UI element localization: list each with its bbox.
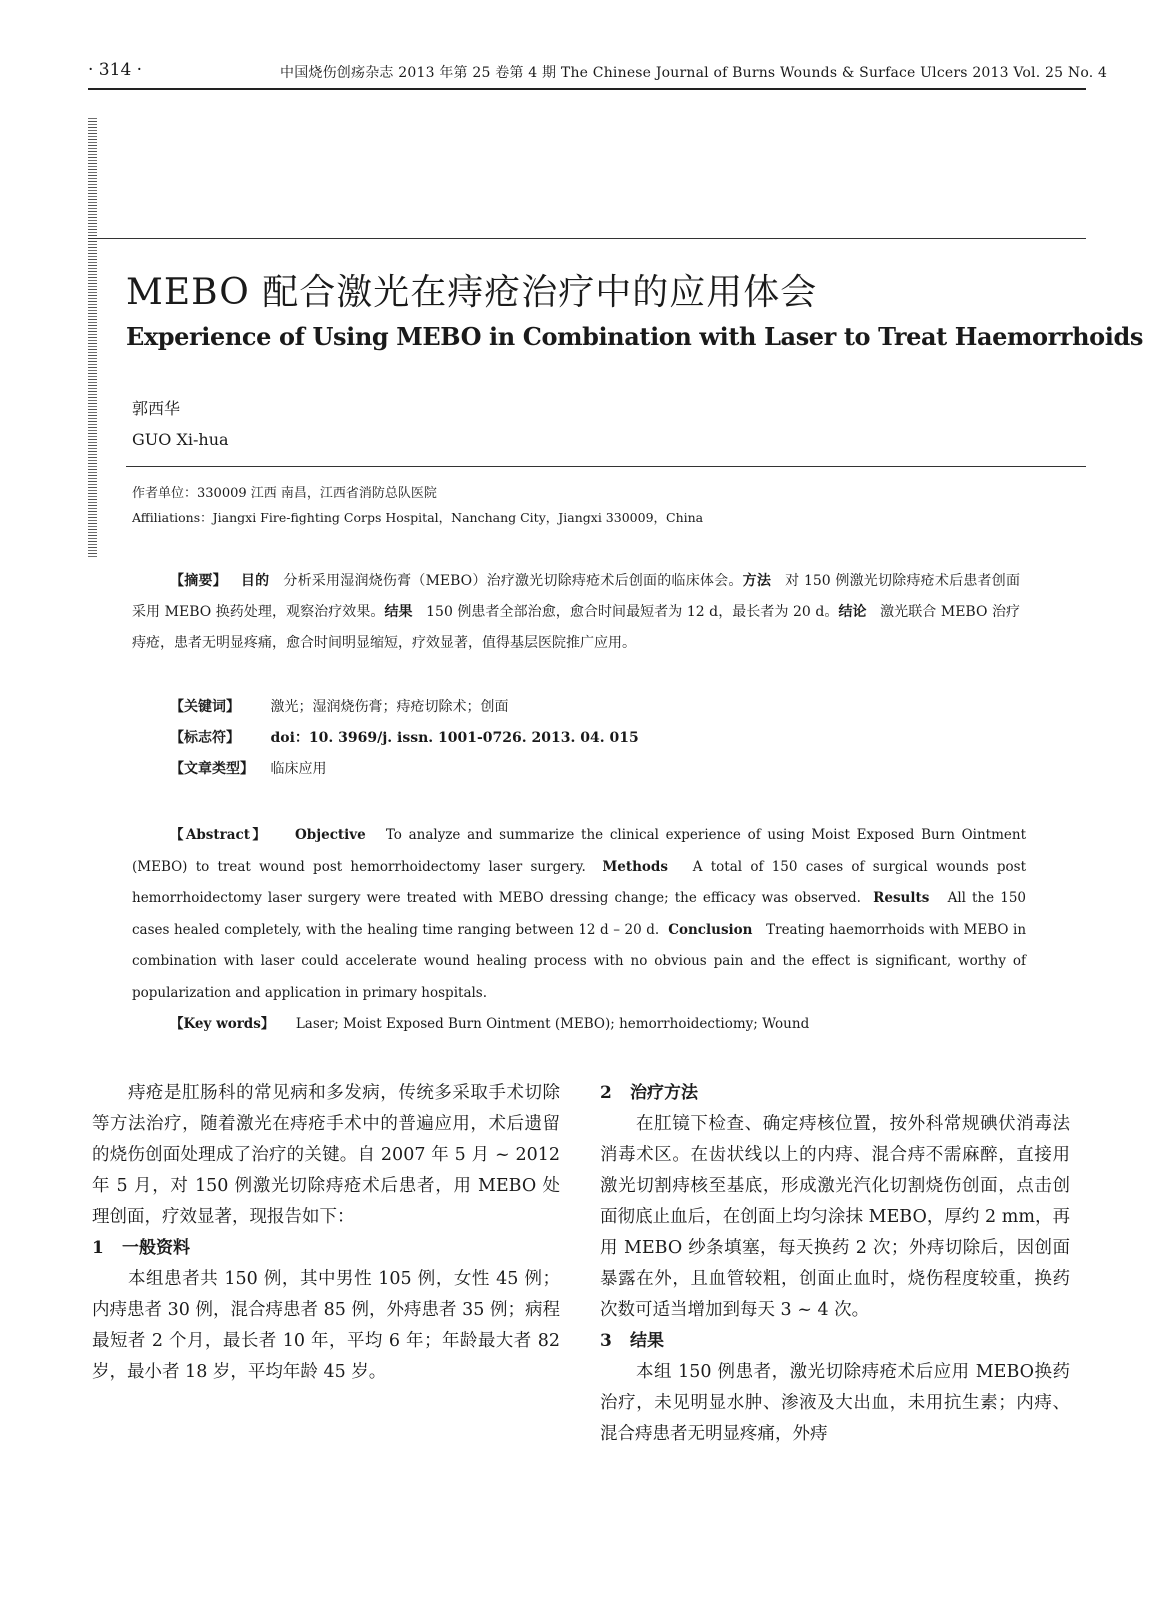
abstract-cn-methods: 对 150 例激光切除痔疮术后患者创面采用 MEBO 换药处理，观察治疗效果。 xyxy=(132,573,1020,620)
abstract-chinese xyxy=(132,566,1020,659)
section-1-title: 一般资料 xyxy=(122,1238,190,1258)
keywords-en-label: 【Key words】 xyxy=(170,1016,275,1032)
section-1-heading xyxy=(92,1233,560,1264)
section-1-number: 1 xyxy=(92,1238,104,1258)
section-2-number: 2 xyxy=(600,1083,612,1103)
doi-label: 【标志符】 xyxy=(170,730,240,746)
article-type-label: 【文章类型】 xyxy=(170,761,254,777)
body-column-left xyxy=(92,1078,560,1388)
affiliation-english: Affiliations：Jiangxi Fire-fighting Corps Hospital，Nanchang City，Jiangxi 330009，China xyxy=(132,510,704,525)
abstract-en-objective-label: Objective xyxy=(295,827,366,843)
header-rule xyxy=(88,88,1086,90)
body-column-right xyxy=(600,1078,1070,1450)
author-english: GUO Xi-hua xyxy=(132,430,229,449)
abstract-en-label: 【Abstract】 xyxy=(170,827,269,843)
abstract-cn-label: 【摘要】 xyxy=(170,573,227,589)
keywords-en-value: Laser; Moist Exposed Burn Ointment (MEBO); hemorrhoidectiomy; Wound xyxy=(295,1016,810,1032)
section-2-title: 治疗方法 xyxy=(630,1083,698,1103)
section-3-title: 结果 xyxy=(630,1331,664,1351)
abstract-cn-conclusion: 激光联合 MEBO 治疗痔疮，患者无明显疼痛，愈合时间明显缩短，疗效显著，值得基层医院推广应用。 xyxy=(132,604,1021,651)
abstract-cn-methods-label: 方法 xyxy=(742,573,772,589)
abstract-en-results: All the 150 cases healed completely, with the healing time ranging between 12 d – 20 d. xyxy=(132,890,1027,938)
keywords-chinese xyxy=(170,696,508,716)
abstract-en-conclusion: Treating haemorrhoids with MEBO in combination with laser could accelerate wound healing process with no obvious pain and the effect is significant, worthy of popularization and application in primary hospitals. xyxy=(132,921,1027,1001)
section-3-heading xyxy=(600,1326,1070,1357)
section-1-text: 本组患者共 150 例，其中男性 105 例，女性 45 例；内痔患者 30 例，混合痔患者 85 例，外痔患者 35 例；病程最短者 2 个月，最长者 10 年，平均 6 年；年龄最大者 82 岁，最小者 18 岁，平均年龄 45 岁。 xyxy=(92,1269,560,1382)
keywords-english xyxy=(170,1012,809,1032)
article-type-row xyxy=(170,758,326,778)
abstract-cn-objective-label: 目的 xyxy=(240,573,270,589)
abstract-english xyxy=(132,820,1026,1009)
author-rule xyxy=(126,466,1086,467)
title-english: Experience of Using MEBO in Combination with Laser to Treat Haemorrhoids xyxy=(126,322,1143,351)
abstract-en-conclusion-label: Conclusion xyxy=(668,921,753,938)
title-chinese: MEBO 配合激光在痔疮治疗中的应用体会 xyxy=(126,272,818,313)
keywords-cn-label: 【关键词】 xyxy=(170,699,240,715)
abstract-en-results-label: Results xyxy=(873,890,930,906)
section-2-heading xyxy=(600,1078,1070,1109)
abstract-cn-objective: 分析采用湿润烧伤膏（MEBO）治疗激光切除痔疮术后创面的临床体会。 xyxy=(283,573,743,589)
page-number: · 314 · xyxy=(88,60,143,80)
running-head: 中国烧伤创疡杂志 2013 年第 25 卷第 4 期 The Chinese Journal of Burns Wounds & Surface Ulcers 2013 Vol. 25 No. 4 xyxy=(280,65,1108,81)
doi-row xyxy=(170,727,639,747)
abstract-cn-results: 150 例患者全部治愈，愈合时间最短者为 12 d，最长者为 20 d。 xyxy=(426,604,839,620)
doi-value: doi：10. 3969/j. issn. 1001-0726. 2013. 04. 015 xyxy=(270,730,639,746)
abstract-cn-conclusion-label: 结论 xyxy=(838,604,867,620)
affiliation-chinese: 作者单位：330009 江西 南昌，江西省消防总队医院 xyxy=(132,486,437,501)
article-type-value: 临床应用 xyxy=(270,761,327,777)
author-chinese: 郭西华 xyxy=(132,399,181,418)
section-3-number: 3 xyxy=(600,1331,612,1351)
abstract-cn-results-label: 结果 xyxy=(384,604,413,620)
abstract-en-methods: A total of 150 cases of surgical wounds post hemorrhoidectomy laser surgery were treated with MEBO dressing change; the efficacy was observed. xyxy=(132,858,1027,906)
side-barcode-strip xyxy=(88,118,97,558)
keywords-cn-value: 激光；湿润烧伤膏；痔疮切除术；创面 xyxy=(270,699,509,715)
title-rule xyxy=(88,238,1086,239)
body-intro: 痔疮是肛肠科的常见病和多发病，传统多采取手术切除等方法治疗，随着激光在痔疮手术中的普遍应用，术后遗留的烧伤创面处理成了治疗的关键。自 2007 年 5 月 ~ 2012 年 5 月，对 150 例激光切除痔疮术后患者，用 MEBO 处理创面，疗效显著，现报告如下： xyxy=(92,1083,560,1227)
section-2-text: 在肛镜下检查、确定痔核位置，按外科常规碘伏消毒法消毒术区。在齿状线以上的内痔、混合痔不需麻醉，直接用激光切割痔核至基底，形成激光汽化切割烧伤创面，点击创面彻底止血后，在创面上均匀涂抹 MEBO，厚约 2 mm，再用 MEBO 纱条填塞，每天换药 2 次；外痔切除后，因创面暴露在外，且血管较粗，创面止血时，烧伤程度较重，换药次数可适当增加到每天 3 ~ 4 次。 xyxy=(600,1114,1070,1320)
abstract-en-objective: To analyze and summarize the clinical experience of using Moist Exposed Burn Ointment (MEBO) to treat wound post hemorrhoidectomy laser surgery. xyxy=(132,827,1027,875)
abstract-en-methods-label: Methods xyxy=(602,858,668,875)
section-3-text: 本组 150 例患者，激光切除痔疮术后应用 MEBO换药治疗，未见明显水肿、渗液及大出血，未用抗生素；内痔、混合痔患者无明显疼痛，外痔 xyxy=(600,1362,1070,1444)
